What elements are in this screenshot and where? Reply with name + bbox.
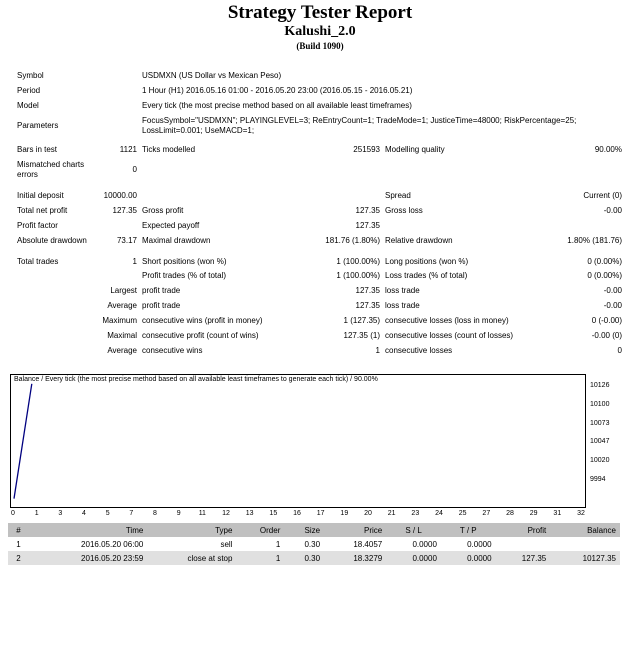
x-tick-label: 16 — [293, 510, 301, 517]
column-header: Type — [147, 523, 236, 537]
spread-label: Spread — [385, 191, 411, 200]
parameters-line-2: LossLimit=0.001; UseMACD=1; — [142, 126, 255, 135]
x-tick-label: 19 — [340, 510, 349, 517]
column-header: # — [8, 523, 29, 537]
maximal-label: Maximal — [107, 331, 137, 340]
deposit-label: Initial deposit — [17, 191, 64, 200]
quality-label: Modelling quality — [385, 145, 445, 154]
average-loss-value: -0.00 — [603, 301, 622, 310]
ticks-label: Ticks modelled — [142, 145, 196, 154]
column-header: Price — [324, 523, 386, 537]
max-drawdown-value: 181.76 (1.80%) — [325, 236, 380, 245]
average-profit-label: profit trade — [142, 301, 181, 310]
table-header — [8, 523, 620, 537]
balance-chart — [10, 374, 586, 508]
x-tick-label: 23 — [411, 510, 420, 517]
abs-drawdown-value: 73.17 — [116, 236, 137, 245]
y-tick-label: 10126 — [590, 382, 610, 389]
table-cell: 0.30 — [284, 551, 324, 565]
deposit-value: 10000.00 — [103, 191, 137, 200]
column-header: Balance — [550, 523, 620, 537]
table-cell: 1 — [16, 539, 21, 549]
expert-name: Kalushi_2.0 — [284, 24, 356, 39]
table-cell: close at stop — [147, 551, 236, 565]
avg-cons-losses-label: consecutive losses — [385, 346, 453, 355]
x-tick-label: 28 — [506, 510, 514, 517]
expected-payoff-label: Expected payoff — [142, 221, 200, 230]
y-tick-label: 10020 — [590, 457, 610, 465]
table-cell: 1 — [236, 551, 284, 565]
x-tick-label: 5 — [105, 510, 110, 517]
mismatch-value: 0 — [132, 165, 137, 174]
y-tick-label: 10073 — [590, 419, 610, 427]
x-tick-label: 31 — [553, 510, 562, 517]
net-profit-value: 127.35 — [112, 206, 137, 215]
x-tick-label: 20 — [364, 510, 372, 517]
profit-factor-label: Profit factor — [17, 221, 58, 230]
total-trades-value: 1 — [132, 257, 137, 266]
rel-drawdown-value: 1.80% (181.76) — [567, 236, 622, 245]
symbol-label: Symbol — [17, 71, 44, 80]
x-tick-label: 25 — [458, 510, 467, 517]
table-cell: 2016.05.20 06:00 — [81, 539, 144, 549]
average-cons-label: Average — [107, 346, 137, 355]
column-header: Order — [236, 523, 284, 537]
x-tick-label: 9 — [176, 510, 181, 517]
column-header: Time — [29, 523, 147, 537]
table-cell: 10127.35 — [550, 551, 620, 565]
column-header: T / P — [441, 523, 496, 537]
net-profit-label: Total net profit — [17, 206, 68, 215]
expected-payoff-value: 127.35 — [355, 221, 380, 230]
loss-trades-value: 0 (0.00%) — [587, 271, 622, 280]
symbol-value: USDMXN (US Dollar vs Mexican Peso) — [142, 71, 282, 80]
maximal-loss-label: consecutive losses (count of losses) — [385, 331, 514, 340]
short-positions-value: 1 (100.00%) — [336, 257, 380, 266]
table-body — [8, 537, 620, 565]
largest-loss-value: -0.00 — [603, 286, 622, 295]
long-positions-label: Long positions (won %) — [385, 257, 469, 266]
parameters-label: Parameters — [17, 121, 59, 130]
table-row — [8, 551, 620, 565]
table-cell: 0.0000 — [441, 551, 496, 565]
max-cons-wins-label: consecutive wins (profit in money) — [142, 316, 263, 325]
table-cell: 127.35 — [496, 551, 551, 565]
largest-profit-value: 127.35 — [355, 286, 380, 295]
table-cell: 18.4057 — [353, 539, 383, 549]
gross-profit-value: 127.35 — [355, 206, 380, 215]
x-tick-label: 3 — [58, 510, 63, 517]
table-cell — [550, 537, 620, 551]
mismatch-label-1: Mismatched charts — [17, 160, 85, 169]
y-tick-label: 10100 — [590, 400, 610, 408]
column-header: Size — [284, 523, 324, 537]
table-cell: 1 — [275, 539, 281, 549]
x-tick-label: 7 — [129, 510, 134, 517]
table-cell: 0.0000 — [386, 551, 441, 565]
largest-label: Largest — [110, 286, 137, 295]
average-loss-label: loss trade — [385, 301, 420, 310]
long-positions-value: 0 (0.00%) — [587, 257, 622, 266]
maximum-label: Maximum — [102, 316, 137, 325]
avg-cons-wins-label: consecutive wins — [142, 346, 203, 355]
total-trades-label: Total trades — [17, 257, 59, 266]
column-header: S / L — [386, 523, 441, 537]
table-cell: sell — [220, 539, 233, 549]
chart-plot — [11, 375, 585, 507]
table-cell: 0.0000 — [467, 539, 492, 549]
y-tick-label: 9994 — [590, 476, 606, 483]
x-tick-label: 17 — [316, 510, 325, 517]
table-cell: 2 — [8, 551, 29, 565]
mismatch-label-2: errors — [17, 170, 38, 179]
report-title: Strategy Tester Report — [227, 2, 413, 23]
model-value: Every tick (the most precise method based on all available least timeframes) — [142, 101, 412, 110]
table-cell: 0.0000 — [412, 539, 437, 549]
parameters-line-1: FocusSymbol="USDMXN"; PLAYINGLEVEL=3; ReEntryCount=1; TradeMode=1; JusticeTime=48000; RiskPercentage=25; — [142, 116, 577, 125]
x-tick-label: 0 — [11, 510, 15, 517]
table-cell: 0.30 — [304, 539, 321, 549]
avg-cons-wins-value: 1 — [375, 346, 380, 355]
period-value: 1 Hour (H1) 2016.05.16 01:00 - 2016.05.20 23:00 (2016.05.15 - 2016.05.21) — [142, 86, 413, 95]
ticks-value: 251593 — [353, 145, 380, 154]
largest-profit-label: profit trade — [142, 286, 181, 295]
table-cell — [496, 537, 551, 551]
maximal-loss-value: -0.00 (0) — [591, 331, 622, 340]
largest-loss-label: loss trade — [385, 286, 420, 295]
balance-line-0 — [14, 384, 32, 499]
rel-drawdown-label: Relative drawdown — [385, 236, 453, 245]
period-label: Period — [17, 86, 41, 95]
max-drawdown-label: Maximal drawdown — [142, 236, 211, 245]
spread-value: Current (0) — [583, 191, 622, 200]
maximal-profit-value: 127.35 (1) — [343, 331, 380, 340]
x-tick-label: 21 — [387, 510, 396, 517]
bars-label: Bars in test — [17, 145, 58, 154]
x-tick-label: 29 — [529, 510, 538, 517]
x-tick-label: 8 — [153, 510, 157, 517]
model-label: Model — [17, 101, 39, 110]
gross-profit-label: Gross profit — [142, 206, 184, 215]
max-cons-losses-label: consecutive losses (loss in money) — [385, 316, 509, 325]
max-cons-wins-value: 1 (127.35) — [343, 316, 380, 325]
chart-title: Balance / Every tick (the most precise method based on all available least timeframes to generate each tick) / 90.00% — [14, 376, 378, 383]
maximal-profit-label: consecutive profit (count of wins) — [142, 331, 259, 340]
loss-trades-label: Loss trades (% of total) — [385, 271, 468, 280]
x-tick-label: 12 — [222, 510, 230, 517]
average-label: Average — [107, 301, 137, 310]
x-tick-label: 27 — [482, 510, 491, 517]
trades-table — [8, 523, 620, 565]
x-tick-label: 11 — [198, 510, 206, 517]
quality-value: 90.00% — [594, 145, 622, 154]
x-tick-label: 4 — [82, 510, 86, 517]
x-tick-label: 15 — [269, 510, 278, 517]
profit-trades-label: Profit trades (% of total) — [142, 271, 227, 280]
x-tick-label: 13 — [245, 510, 254, 517]
y-tick-label: 10047 — [590, 438, 610, 446]
profit-trades-value: 1 (100.00%) — [336, 271, 380, 280]
column-header: Profit — [496, 523, 551, 537]
short-positions-label: Short positions (won %) — [142, 257, 227, 266]
table-row — [8, 537, 620, 551]
x-tick-label: 24 — [435, 510, 443, 517]
average-profit-value: 127.35 — [355, 301, 380, 310]
abs-drawdown-label: Absolute drawdown — [17, 236, 87, 245]
max-cons-losses-value: 0 (-0.00) — [591, 316, 622, 325]
avg-cons-losses-value: 0 — [617, 346, 622, 355]
bars-value: 1121 — [119, 145, 137, 154]
gross-loss-label: Gross loss — [385, 206, 423, 215]
gross-loss-value: -0.00 — [603, 206, 622, 215]
table-cell: 18.3279 — [324, 551, 386, 565]
table-cell: 2016.05.20 23:59 — [29, 551, 147, 565]
x-tick-label: 32 — [577, 510, 585, 517]
build-number: (Build 1090) — [296, 41, 344, 51]
x-tick-label: 1 — [34, 510, 39, 517]
